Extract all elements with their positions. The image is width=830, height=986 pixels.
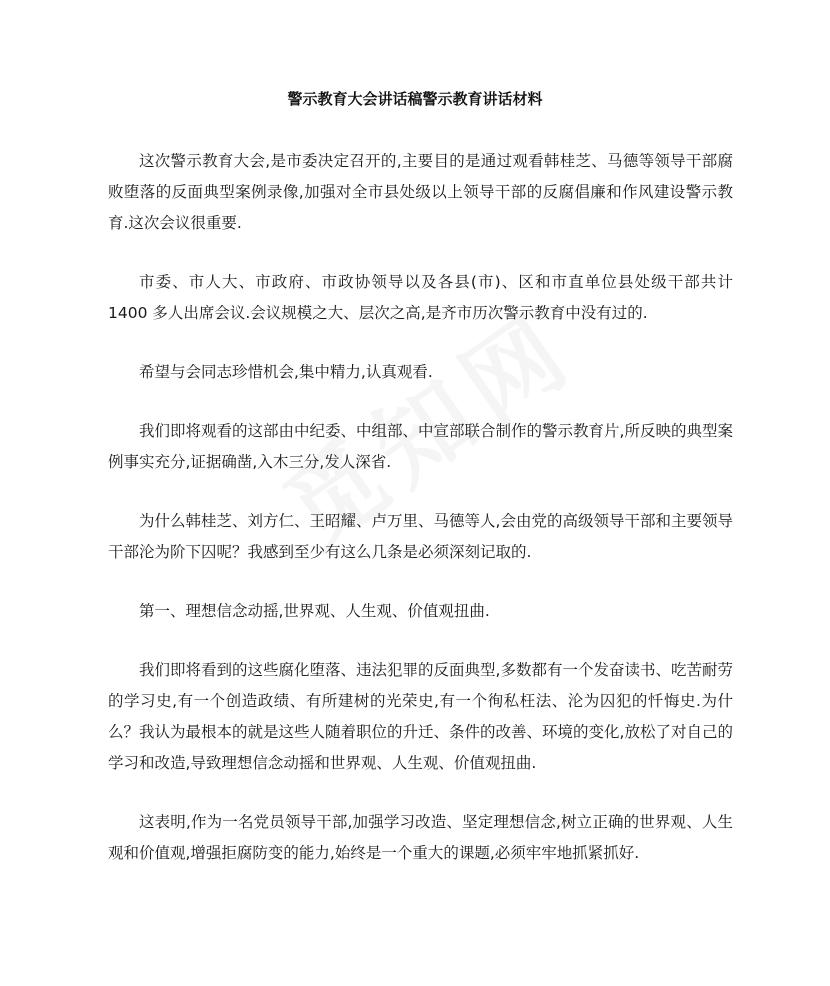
paragraph-7: 我们即将看到的这些腐化堕落、违法犯罪的反面典型,多数都有一个发奋读书、吃苦耐劳的学习史,有一个创造政绩、有所建树的光荣史,有一个徇私枉法、沦为囚犯的忏悔史.为什么？我认为最根本的就是这些人随着职位的升迁、条件的改善、环境的变化,放松了对自己的学习和改造,导致理想信念动摇和世界观、人生观、价值观扭曲.	[108, 661, 733, 772]
paragraph-2: 市委、市人大、市政府、市政协领导以及各县(市)、区和市直单位县处级干部共计 1400 多人出席会议.会议规模之大、层次之高,是齐市历次警示教育中没有过的.	[108, 273, 733, 322]
paragraph-1: 这次警示教育大会,是市委决定召开的,主要目的是通过观看韩桂芝、马德等领导干部腐败堕落的反面典型案例录像,加强对全市县处级以上领导干部的反腐倡廉和作风建设警示教育.这次会议很重要.	[108, 152, 733, 232]
paragraph-5: 为什么韩桂芝、刘方仁、王昭耀、卢万里、马德等人,会由党的高级领导干部和主要领导干部沦为阶下囚呢？我感到至少有这么几条是必须深刻记取的.	[108, 512, 733, 561]
document-title: 警示教育大会讲话稿警示教育讲话材料	[287, 90, 543, 108]
paragraph-8: 这表明,作为一名党员领导干部,加强学习改造、坚定理想信念,树立正确的世界观、人生观和价值观,增强拒腐防变的能力,始终是一个重大的课题,必须牢牢地抓紧抓好.	[108, 813, 733, 862]
document-body	[108, 146, 733, 869]
paragraph-4: 我们即将观看的这部由中纪委、中组部、中宣部联合制作的警示教育片,所反映的典型案例事实充分,证据确凿,入木三分,发人深省.	[108, 422, 733, 471]
paragraph-3: 希望与会同志珍惜机会,集中精力,认真观看.	[139, 363, 433, 381]
paragraph-6: 第一、理想信念动摇,世界观、人生观、价值观扭曲.	[139, 602, 490, 620]
